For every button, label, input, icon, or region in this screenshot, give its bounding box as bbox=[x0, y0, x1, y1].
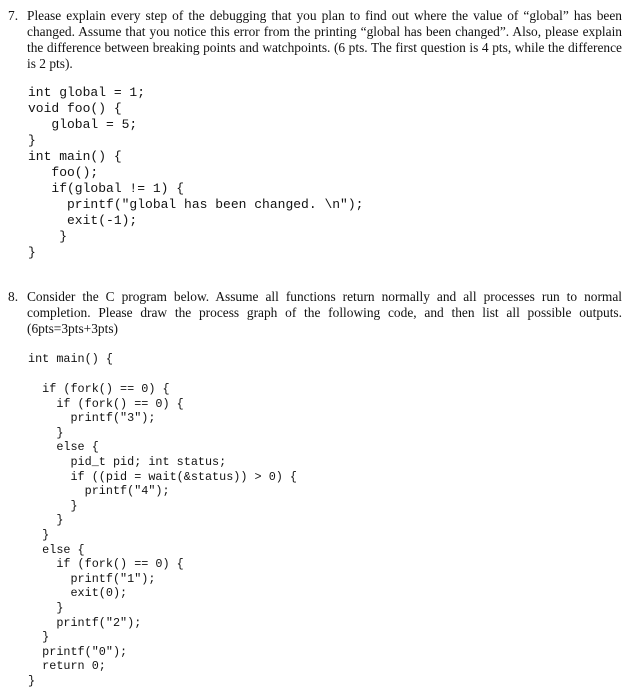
question-7-prompt: Please explain every step of the debugging that you plan to find out where the value of “global” has been changed. Assume that you notice this error from the printing “global has been changed”. Also, please explain the difference between breaking points and watchpoints. (6 pts. The first question is 4 pts, while the difference is 2 pts). bbox=[27, 8, 622, 71]
question-7-code-block: int global = 1; void foo() { global = 5; } int main() { foo(); if(global != 1) { printf("global has been changed. \n"); exit(-1); } } bbox=[28, 85, 364, 260]
question-8-number: 8. bbox=[8, 289, 19, 304]
question-8-main-signature: int main() { bbox=[28, 352, 113, 366]
question-8 bbox=[8, 289, 622, 337]
question-8-prompt: Consider the C program below. Assume all functions return normally and all processes run to normal completion. Please draw the process graph of the following code, and then list all possible outputs. (6pts=3pts+3pts) bbox=[27, 289, 622, 336]
question-8-code-block: if (fork() == 0) { if (fork() == 0) { printf("3"); } else { pid_t pid; int status; if ((pid = wait(&status)) > 0) { printf("4"); } } } else { if (fork() == 0) { printf("1"); exit(0); } printf("2"); } printf("0"); return 0; } bbox=[28, 382, 298, 688]
question-7-number: 7. bbox=[8, 8, 19, 23]
question-7 bbox=[8, 8, 622, 72]
